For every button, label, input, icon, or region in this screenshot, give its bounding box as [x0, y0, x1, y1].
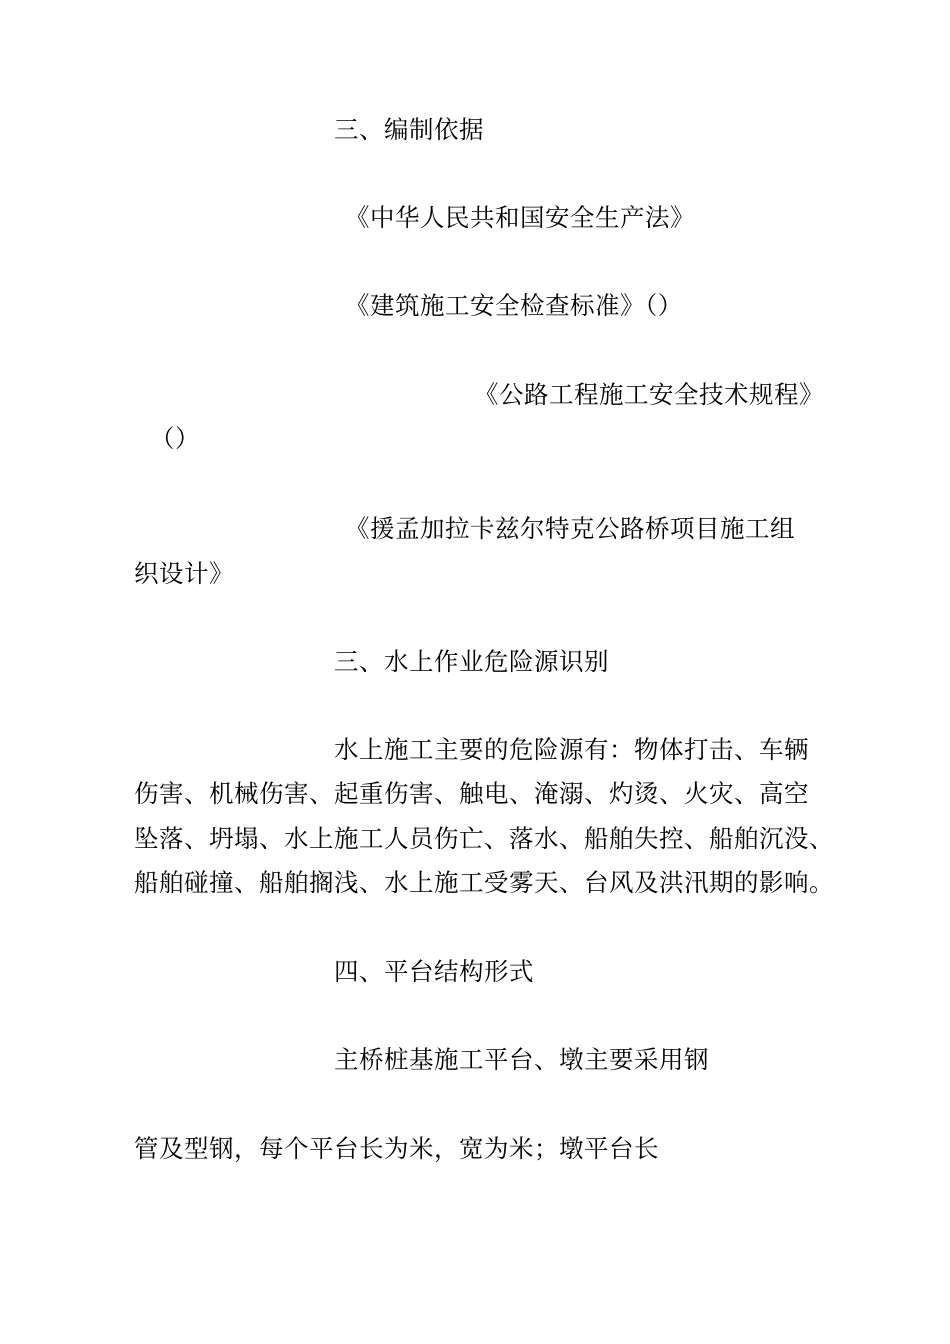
reference-highway-safety-regulation: 《公路工程施工安全技术规程》: [474, 380, 824, 409]
section-heading-compilation-basis: 三、编制依据: [334, 115, 484, 144]
reference-construction-organization-design-cont: 织设计》: [134, 559, 234, 588]
reference-construction-organization-design: 《援孟加拉卡兹尔特克公路桥项目施工组: [345, 514, 795, 543]
hazard-paragraph-line-4: 船舶碰撞、船舶搁浅、水上施工受雾天、台风及洪汛期的影响。: [134, 868, 834, 897]
reference-safety-production-law: 《中华人民共和国安全生产法》: [345, 203, 695, 232]
platform-paragraph-line-1: 主桥桩基施工平台、墩主要采用钢: [334, 1045, 709, 1074]
reference-construction-safety-standard: 《建筑施工安全检查标准》（）: [345, 291, 683, 320]
section-heading-hazard-identification: 三、水上作业危险源识别: [334, 647, 609, 676]
hazard-paragraph-line-2: 伤害、机械伤害、起重伤害、触电、淹溺、灼烫、火灾、高空: [134, 779, 809, 808]
hazard-paragraph-line-3: 坠落、坍塌、水上施工人员伤亡、落水、船舶失控、船舶沉没、: [134, 824, 834, 853]
hazard-paragraph-line-1: 水上施工主要的危险源有：物体打击、车辆: [334, 735, 809, 764]
section-heading-platform-structure: 四、平台结构形式: [334, 957, 534, 986]
platform-paragraph-line-2: 管及型钢，每个平台长为米，宽为米；墩平台长: [134, 1134, 659, 1163]
reference-highway-safety-regulation-cont: （）: [150, 424, 200, 453]
